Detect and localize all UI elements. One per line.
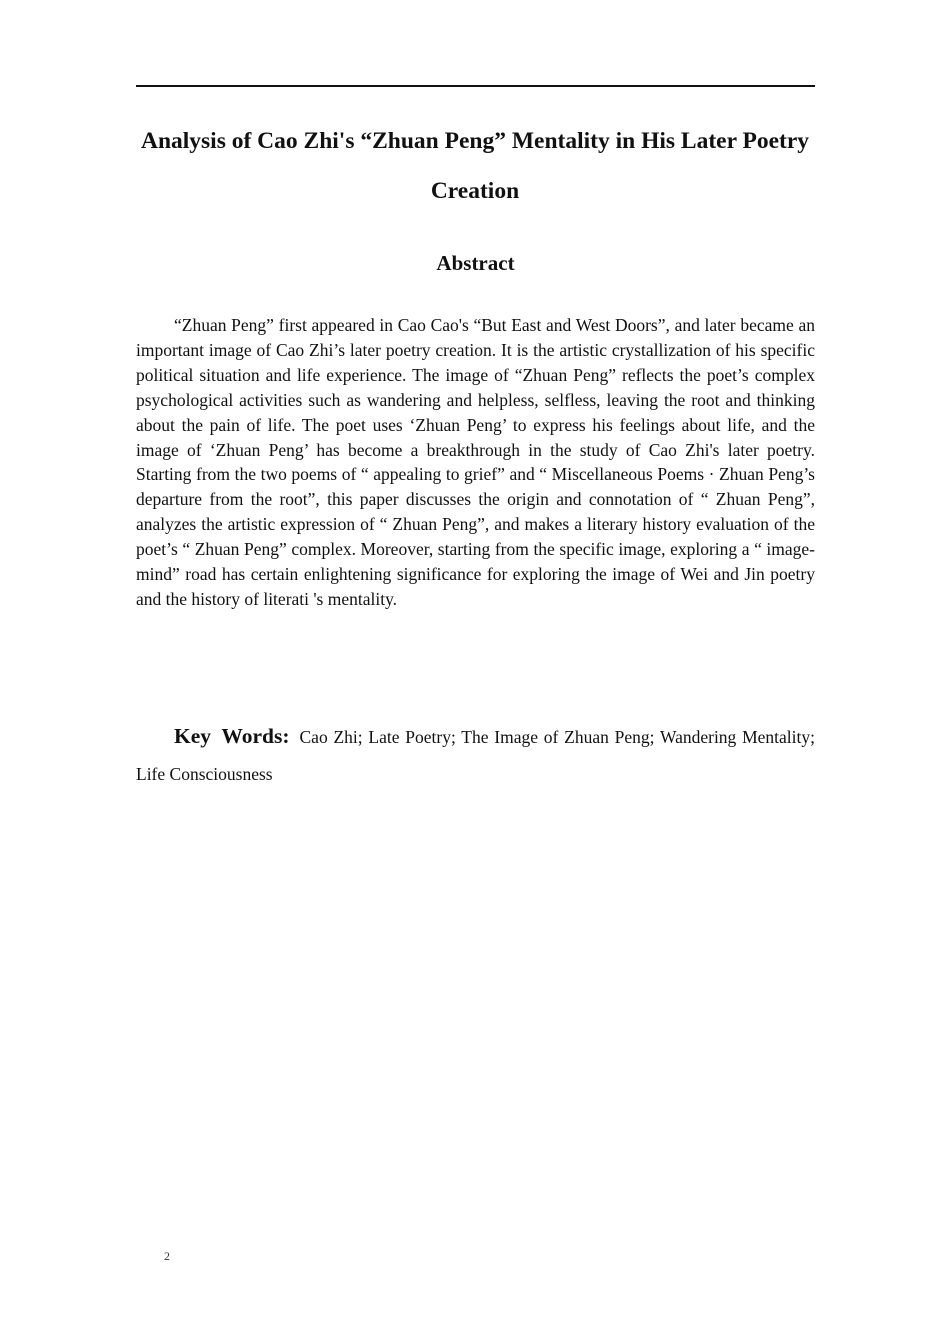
abstract-paragraph: “Zhuan Peng” first appeared in Cao Cao's “But East and West Doors”, and later became an important image of Cao Zhi’s later poetry creation. It is the artistic crystallization of his specific political situation and life experience. The image of “Zhuan Peng” reflects the poet’s complex psychological activities such as wandering and helpless, selfless, leaving the root and thinking about the pain of life. The poet uses ‘Zhuan Peng’ to express his feelings about life, and the image of ‘Zhuan Peng’ has become a breakthrough in the study of Cao Zhi's later poetry. Starting from the two poems of “ appealing to grief” and “ Miscellaneous Poems · Zhuan Peng’s departure from the root”, this paper discusses the origin and connotation of “ Zhuan Peng”, analyzes the artistic expression of “ Zhuan Peng”, and makes a literary history evaluation of the poet’s “ Zhuan Peng” complex. Moreover, starting from the specific image, exploring a “ image-mind” road has certain enlightening significance for exploring the image of Wei and Jin poetry and the history of literati 's mentality. (136, 315, 815, 609)
page-number: 2 (164, 1249, 170, 1263)
keywords-list: Cao Zhi; Late Poetry; The Image of Zhuan Peng; Wandering Mentality; Life Consciousness (136, 727, 815, 784)
paper-title: Analysis of Cao Zhi's “Zhuan Peng” Mentality in His Later Poetry Creation (140, 128, 810, 204)
keywords-paragraph (136, 718, 815, 793)
header-rule (136, 85, 815, 87)
keywords-label: Key Words: (174, 724, 290, 748)
abstract-heading: Abstract (436, 251, 515, 275)
